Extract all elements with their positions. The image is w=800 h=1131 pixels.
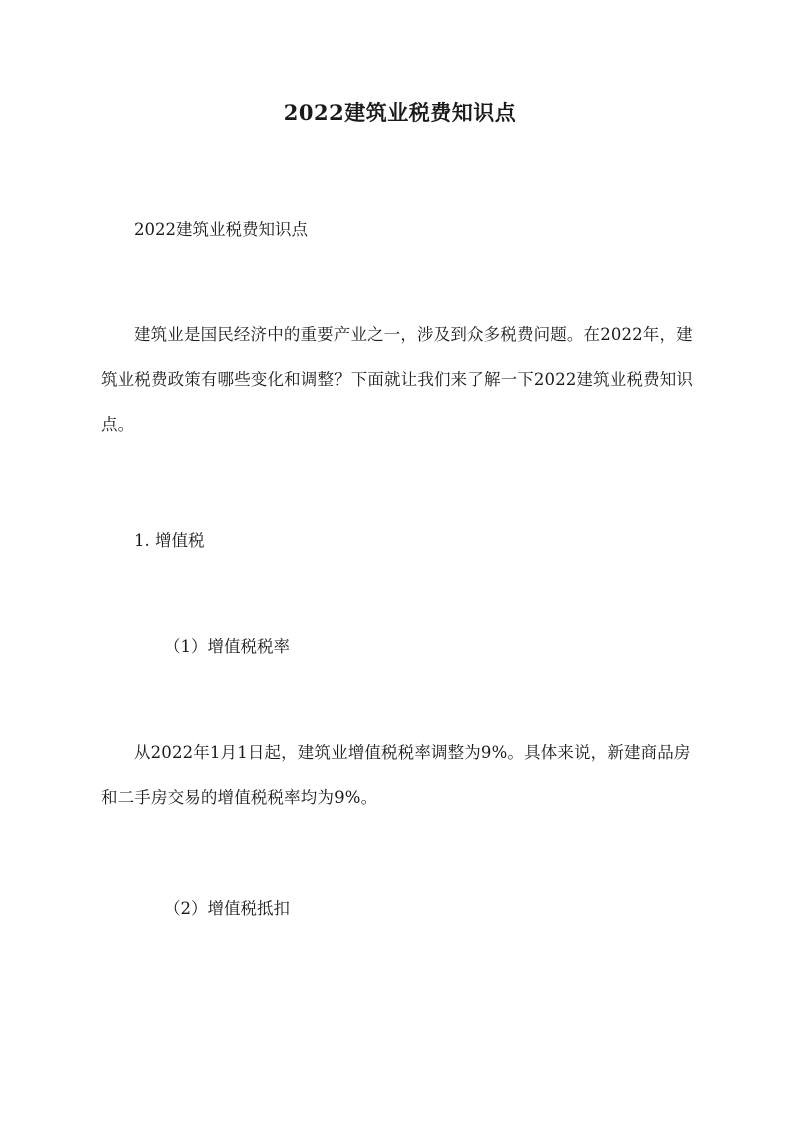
section-heading-vat: 1. 增值税 [134,531,205,550]
subtitle-paragraph: 2022建筑业税费知识点 [134,220,308,239]
subsection-heading-vat-deduction: （2）增值税抵扣 [164,899,290,918]
vat-rate-paragraph: 从2022年1月1日起，建筑业增值税税率调整为9%。具体来说，新建商品房和二手房交易的增值税税率均为9%。 [101,743,691,807]
document-title: 2022建筑业税费知识点 [283,100,517,125]
subsection-heading-vat-rate: （1）增值税税率 [164,637,290,656]
intro-paragraph: 建筑业是国民经济中的重要产业之一，涉及到众多税费问题。在2022年，建筑业税费政策有哪些变化和调整？下面就让我们来了解一下2022建筑业税费知识点。 [101,325,694,434]
